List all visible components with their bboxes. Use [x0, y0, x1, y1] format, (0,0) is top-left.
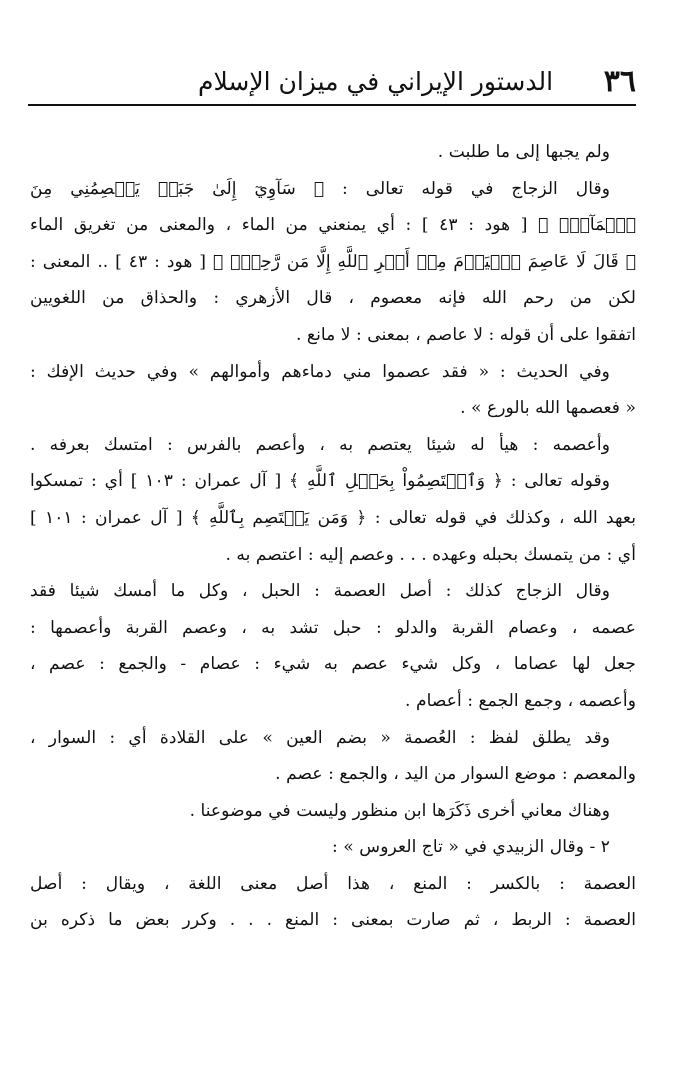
text-line: وقوله تعالى : ﴿ وَٱعۡتَصِمُواْ بِحَبۡلِ ٱللَّهِ ﴾ [ آل عمران : ١٠٣ ] أي : تمسكوا: [30, 471, 610, 492]
page-header: [28, 62, 636, 106]
text-line: وفي الحديث : « فقد عصموا مني دماءهم وأموالهم » وفي حديث الإفك :: [30, 361, 610, 382]
text-line: العصمة : الربط ، ثم صارت بمعنى : المنع . . . وكرر بعض ما ذكره بن: [30, 910, 636, 931]
text-line: ﴿ قَالَ لَا عَاصِمَ ٱلۡيَوۡمَ مِنۡ أَمۡرِ ٱللَّهِ إِلَّا مَن رَّحِمَۚ ﴾ [ هود : ٤٣ ] .. المعنى :: [30, 251, 636, 272]
header-rule: [28, 104, 636, 106]
text-line: وقال الزجاج في قوله تعالى : ﴿ سَآوِيٓ إِلَىٰ جَبَلٖ يَعۡصِمُنِي مِنَ: [30, 178, 610, 199]
text-line: وقال الزجاج كذلك : أصل العصمة : الحبل ، وكل ما أمسك شيئا فقد: [30, 581, 610, 602]
text-line: والمعصم : موضع السوار من اليد ، والجمع : عصم .: [275, 764, 636, 785]
text-line: بعهد الله ، وكذلك في قوله تعالى : ﴿ وَمَن يَعۡتَصِم بِٱللَّهِ ﴾ [ آل عمران : ١٠١ ]: [30, 507, 636, 528]
text-line: العصمة : بالكسر : المنع ، هذا أصل معنى اللغة ، ويقال : أصل: [30, 873, 636, 894]
text-line: ٢ - وقال الزبيدي في « تاج العروس » :: [332, 837, 610, 858]
text-line: ٱلۡمَآءِۚ ﴾ [ هود : ٤٣ ] : أي يمنعني من الماء ، والمعنى من تغريق الماء: [30, 215, 636, 236]
text-line: وأعصمه ، وجمع الجمع : أعصام .: [405, 690, 636, 711]
text-line: عصمه ، وعصام القربة والدلو : حبل تشد به ، وعصم القربة وأعصمها :: [30, 617, 636, 638]
text-line: وقد يطلق لفظ : العُصمة « بضم العين » على القلادة أي : السوار ،: [30, 727, 610, 748]
text-line: « فعصمها الله بالورع » .: [460, 398, 636, 419]
page-number: ٣٦: [603, 64, 636, 99]
text-line: أي : من يتمسك بحبله وعهده . . . وعصم إليه : اعتصم به .: [225, 544, 636, 565]
text-line: وهناك معاني أخرى ذَكَرَها ابن منظور وليست في موضوعنا .: [189, 800, 610, 821]
text-line: وأعصمه : هيأ له شيئا يعتصم به ، وأعصم بالفرس : امتسك بعرفه .: [30, 434, 610, 455]
text-line: جعل لها عصاما ، وكل شيء عصم به شيء : عصام - والجمع : عصم ،: [30, 654, 636, 675]
running-title: الدستور الإيراني في ميزان الإسلام: [198, 67, 554, 96]
text-line: اتفقوا على أن قوله : لا عاصم ، بمعنى : لا مانع .: [296, 324, 636, 345]
text-line: لكن من رحم الله فإنه معصوم ، قال الأزهري : والحذاق من اللغويين: [30, 288, 636, 309]
text-line: ولم يجبها إلى ما طلبت .: [437, 142, 610, 162]
body-text: [30, 134, 636, 939]
